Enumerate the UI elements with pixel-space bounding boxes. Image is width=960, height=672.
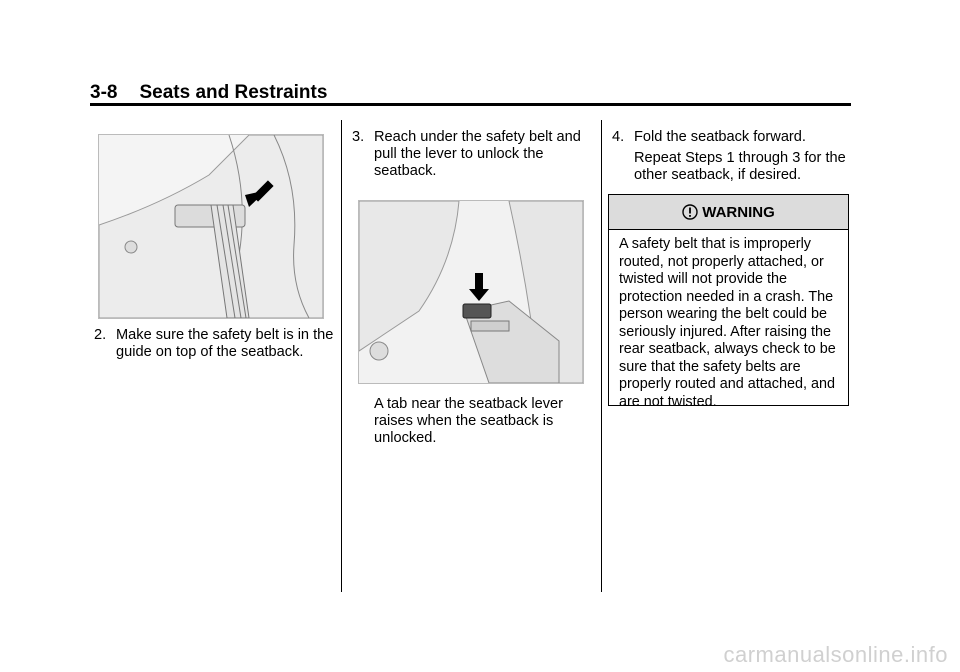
header-rule [90,103,851,106]
page-number: 3-8 [90,82,118,103]
column-divider [601,120,602,592]
step-2 [94,327,334,361]
seatbelt-guide-illustration [99,135,323,318]
page-header [90,82,327,104]
seatback-lever-figure [358,200,584,384]
step-3 [352,129,592,180]
step-text: Reach under the safety belt and pull the lever to unlock the seatback. [374,129,581,179]
column-divider [341,120,342,592]
repeat-instruction: Repeat Steps 1 through 3 for the other seatback, if desired. [634,150,846,183]
step-number: 2. [94,327,107,343]
seatback-lever-illustration [359,201,583,383]
figure-note: A tab near the seatback lever raises when the seatback is unlocked. [374,396,564,446]
step-number: 3. [352,129,365,145]
warning-text: A safety belt that is improperly routed, not properly attached, or twisted will not provide the protection needed in a crash. The person wearing the belt could be seriously injured. After raising the rear seatback, always check to be sure that the safety belts are properly routed and attached, and are not twisted. [619,236,836,410]
warning-header [609,195,848,230]
step-number: 4. [612,129,625,145]
step-text: Make sure the safety belt is in the guide on top of the seatback. [116,327,334,360]
lever-tab [463,304,491,318]
watermark: carmanualsonline.info [723,642,948,667]
section-title: Seats and Restraints [139,82,328,103]
warning-title: WARNING [702,203,775,221]
step-4 [612,129,852,146]
seatbelt-guide-figure [98,134,324,319]
step-text: Fold the seatback forward. [634,129,806,145]
warning-icon [682,204,698,220]
warning-box [608,194,849,410]
